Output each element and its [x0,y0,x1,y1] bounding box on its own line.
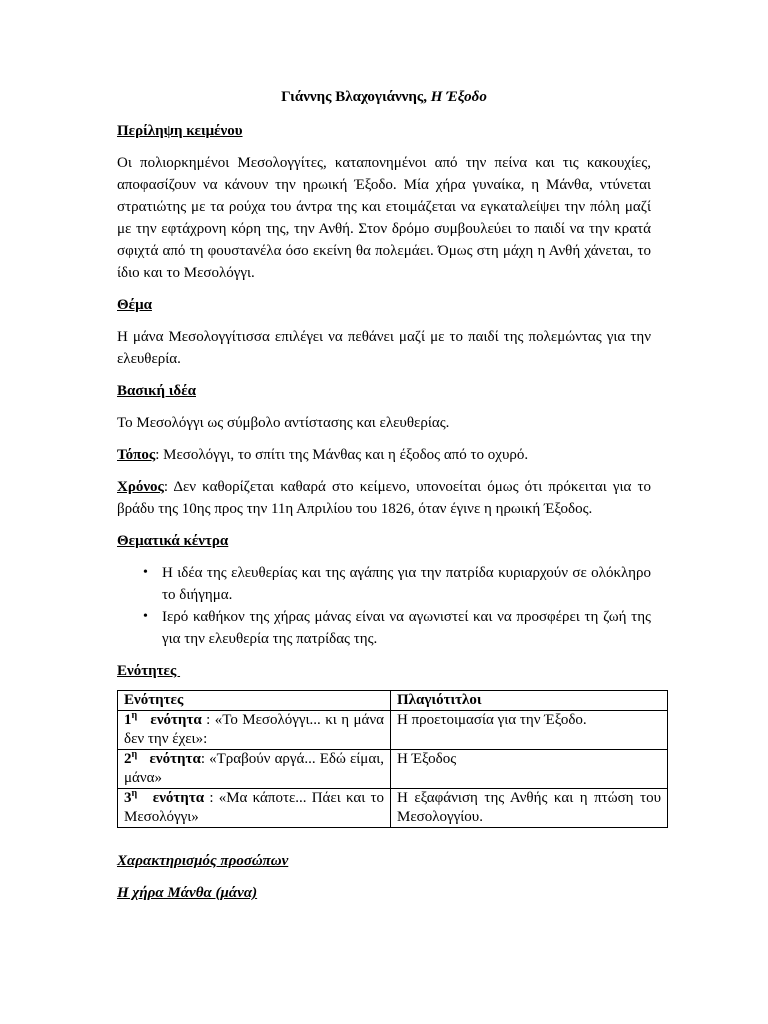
table-header-subtitles: Πλαγιότιτλοι [391,691,668,711]
theme-heading: Θέμα [117,297,152,313]
list-item [143,606,651,650]
title-work: Η Έξοδο [430,89,487,105]
table-row [118,789,668,828]
table-header-row [118,691,668,711]
table-header-units: Ενότητες [118,691,391,711]
table-row [118,750,668,789]
time-text: : Δεν καθορίζεται καθαρά στο κείμενο, υπονοείται όμως ότι πρόκειται για το βράδυ της 10ης προς την 11η Απριλίου του 1826, όταν έγινε η ηρωική Έξοδος. [117,479,651,517]
bullet-icon: • [143,609,148,624]
table-cell-unit: $1^\eta$ ενότητα : «Το Μεσολόγγι... κι η μάνα δεν την έχει»: [118,711,391,750]
summary-heading: Περίληψη κειμένου [117,123,243,139]
list-item-text: Ιερό καθήκον της χήρας μάνας είναι να αγωνιστεί και να προσφέρει τη ζωή της για την ελευθερία της πατρίδας της. [162,609,651,647]
document-content [117,86,661,914]
time-paragraph [117,476,651,520]
characters-subheading: Η χήρα Μάνθα (μάνα) [117,885,258,901]
document-title [117,86,651,108]
table-cell-unit: $3^\eta$ ενότητα : «Μα κάποτε... Πάει και το Μεσολόγγι» [118,789,391,828]
characters-heading: Χαρακτηρισμός προσώπων [117,853,289,869]
summary-text: Οι πολιορκημένοι Μεσολογγίτες, καταπονημένοι από την πείνα και τις κακουχίες, αποφασίζουν να κάνουν την ηρωική Έξοδο. Μία χήρα γυναίκα, η Μάνθα, ντύνεται στρατιώτης με τα ρούχα του άντρα της και ετοιμάζεται να εγκαταλείψει την πόλη μαζί με την εφτάχρονη κόρη της, την Ανθή. Στον δρόμο συμβουλεύει το παιδί να την κρατά σφιχτά από τη φουστανέλα όσο εκείνη θα πολεμάει. Όμως στη μάχη η Ανθή χάνεται, το ίδιο και το Μεσολόγγι. [117,155,651,281]
spacer [117,828,651,850]
table-row [118,711,668,750]
main-idea-text: Το Μεσολόγγι ως σύμβολο αντίστασης και ελευθερίας. [117,415,450,431]
table-cell-subtitle: Η προετοιμασία για την Έξοδο. [391,711,668,750]
bullet-icon: • [143,565,148,580]
table-cell-unit: $2^\eta$ ενότητα: «Τραβούν αργά... Εδώ είμαι, μάνα» [118,750,391,789]
table-cell-subtitle: Η εξαφάνιση της Ανθής και η πτώση του Μεσολογγίου. [391,789,668,828]
time-label: Χρόνος [117,479,164,495]
thematic-centers-list [117,562,651,650]
main-idea-heading: Βασική ιδέα [117,383,196,399]
list-item [143,562,651,606]
place-text: : Μεσολόγγι, το σπίτι της Μάνθας και η έξοδος από το οχυρό. [155,447,529,463]
units-table [117,690,668,828]
table-cell-subtitle: Η Έξοδος [391,750,668,789]
title-author: Γιάννης Βλαχογιάννης, [281,89,427,105]
place-label: Τόπος [117,447,156,463]
units-heading: Ενότητες [117,663,181,679]
theme-text: Η μάνα Μεσολογγίτισσα επιλέγει να πεθάνει μαζί με το παιδί της πολεμώντας για την ελευθερία. [117,329,651,367]
list-item-text: Η ιδέα της ελευθερίας και της αγάπης για την πατρίδα κυριαρχούν σε ολόκληρο το διήγημα. [162,565,651,603]
thematic-centers-heading: Θεματικά κέντρα [117,533,229,549]
place-paragraph [117,444,651,466]
